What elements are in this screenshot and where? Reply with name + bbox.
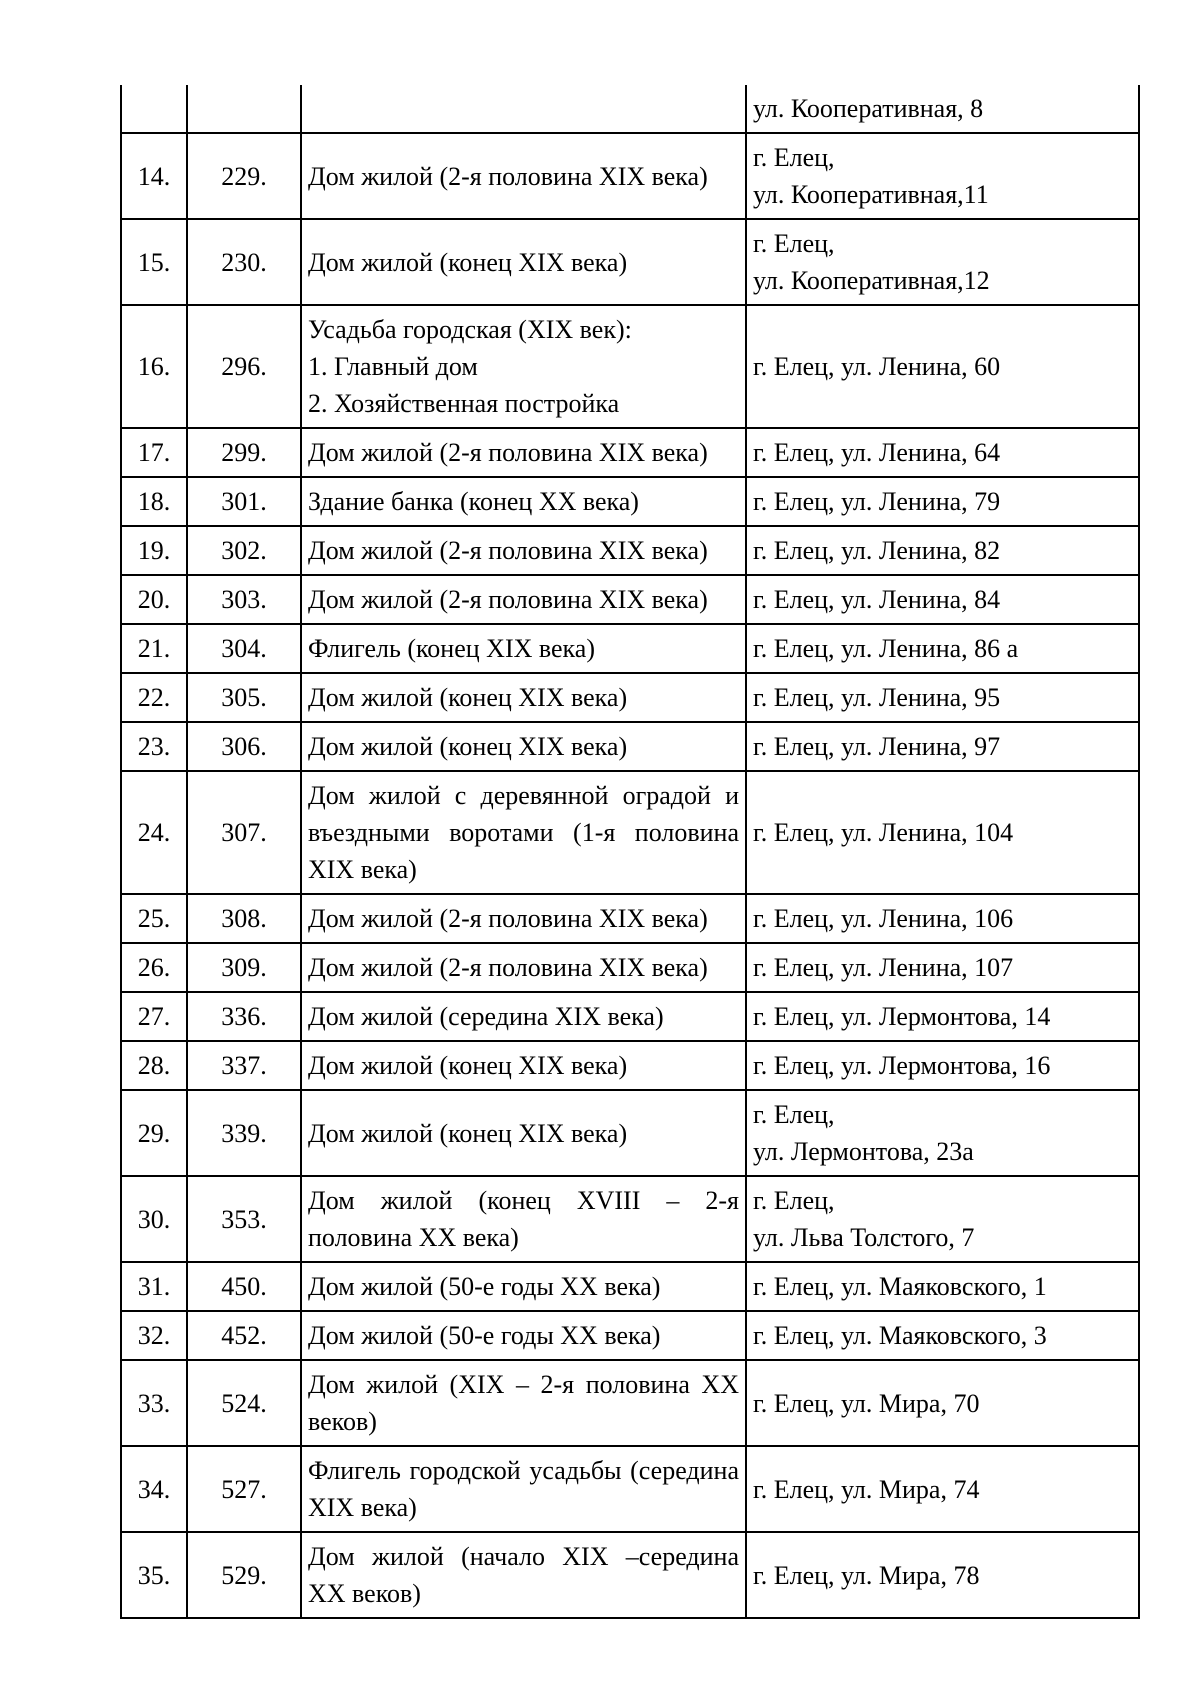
address-cell: [746, 477, 1139, 526]
object-name-cell: [301, 133, 746, 219]
table-row: [121, 1532, 1139, 1618]
object-name-cell: [301, 1311, 746, 1360]
address-line: г. Елец,: [753, 143, 835, 172]
address-line: г. Елец,: [753, 1186, 835, 1215]
address-line: г. Елец, ул. Мира, 74: [753, 1474, 980, 1504]
registry-number-cell: 307.: [187, 771, 301, 894]
address-line: ул. Кооперативная, 8: [753, 94, 984, 123]
address-line: г. Елец, ул. Мира, 78: [753, 1560, 980, 1590]
object-name-line: Дом жилой (конец XIX века): [308, 732, 628, 761]
address-cell: [746, 1360, 1139, 1446]
address-cell: [746, 673, 1139, 722]
object-name-line: 2. Хозяйственная постройка: [308, 389, 620, 418]
address-cell: [746, 526, 1139, 575]
registry-number-cell: [187, 85, 301, 133]
address-line: г. Елец, ул. Лермонтова, 16: [753, 1051, 1051, 1080]
object-name-cell: [301, 771, 746, 894]
object-name-line: Дом жилой (2-я половина XIX века): [308, 585, 708, 614]
registry-number-cell: 524.: [187, 1360, 301, 1446]
registry-number-cell: 529.: [187, 1532, 301, 1618]
table-row: [121, 477, 1139, 526]
address-cell: [746, 575, 1139, 624]
address-line: ул. Кооперативная,12: [753, 266, 990, 295]
address-cell: [746, 624, 1139, 673]
address-line: ул. Лермонтова, 23а: [753, 1137, 974, 1166]
table-row: [121, 1446, 1139, 1532]
table-row: [121, 722, 1139, 771]
address-cell: [746, 1262, 1139, 1311]
row-number-cell: 28.: [121, 1041, 187, 1090]
registry-number-cell: 309.: [187, 943, 301, 992]
registry-number-cell: 302.: [187, 526, 301, 575]
address-line: ул. Льва Толстого, 7: [753, 1223, 975, 1252]
registry-number-cell: 306.: [187, 722, 301, 771]
row-number-cell: 21.: [121, 624, 187, 673]
row-number-cell: [121, 85, 187, 133]
row-number-cell: 23.: [121, 722, 187, 771]
address-line: г. Елец, ул. Ленина, 106: [753, 904, 1014, 933]
object-name-line: Дом жилой (2-я половина XIX века): [308, 904, 708, 933]
address-cell: [746, 133, 1139, 219]
address-cell: [746, 722, 1139, 771]
table-row: [121, 673, 1139, 722]
row-number-cell: 22.: [121, 673, 187, 722]
address-cell: [746, 943, 1139, 992]
registry-number-cell: 303.: [187, 575, 301, 624]
address-line: г. Елец, ул. Ленина, 82: [753, 536, 1001, 565]
object-name-cell: [301, 575, 746, 624]
address-line: г. Елец, ул. Лермонтова, 14: [753, 1002, 1051, 1031]
object-name-line: Дом жилой (50-е годы XX века): [308, 1321, 661, 1350]
address-cell: [746, 1090, 1139, 1176]
table-row: [121, 624, 1139, 673]
address-line: г. Елец, ул. Ленина, 97: [753, 732, 1001, 761]
address-line: г. Елец, ул. Ленина, 86 а: [753, 634, 1019, 663]
address-cell: [746, 1311, 1139, 1360]
table-row: [121, 894, 1139, 943]
address-line: ул. Кооперативная,11: [753, 180, 989, 209]
row-number-cell: 30.: [121, 1176, 187, 1262]
address-line: г. Елец, ул. Ленина, 104: [753, 818, 1014, 847]
address-cell: [746, 305, 1139, 428]
row-number-cell: 25.: [121, 894, 187, 943]
object-name-line: Дом жилой с деревянной оградой и въездными воротами (1-я половина XIX века): [308, 781, 739, 884]
address-line: г. Елец, ул. Ленина, 79: [753, 487, 1001, 516]
object-name-cell: [301, 477, 746, 526]
object-name-cell: [301, 1262, 746, 1311]
registry-number-cell: 299.: [187, 428, 301, 477]
address-cell: [746, 1532, 1139, 1618]
table-row: [121, 771, 1139, 894]
object-name-line: Дом жилой (XIX – 2-я половина XX веков): [308, 1370, 739, 1436]
table-row: [121, 219, 1139, 305]
registry-number-cell: 353.: [187, 1176, 301, 1262]
object-name-cell: [301, 1090, 746, 1176]
object-name-cell: [301, 992, 746, 1041]
registry-number-cell: 308.: [187, 894, 301, 943]
table-row: [121, 992, 1139, 1041]
object-name-cell: [301, 1041, 746, 1090]
row-number-cell: 27.: [121, 992, 187, 1041]
address-cell: [746, 428, 1139, 477]
row-number-cell: 35.: [121, 1532, 187, 1618]
address-cell: [746, 894, 1139, 943]
address-cell: [746, 1041, 1139, 1090]
registry-number-cell: 337.: [187, 1041, 301, 1090]
object-name-cell: [301, 894, 746, 943]
object-name-line: Дом жилой (середина XIX века): [308, 1002, 664, 1031]
row-number-cell: 24.: [121, 771, 187, 894]
object-name-line: Дом жилой (конец XIX века): [308, 683, 628, 712]
object-name-line: Дом жилой (50-е годы XX века): [308, 1272, 661, 1301]
row-number-cell: 33.: [121, 1360, 187, 1446]
object-name-cell: [301, 219, 746, 305]
table-row: [121, 575, 1139, 624]
row-number-cell: 17.: [121, 428, 187, 477]
row-number-cell: 32.: [121, 1311, 187, 1360]
row-number-cell: 14.: [121, 133, 187, 219]
object-name-cell: [301, 1446, 746, 1532]
table-row: [121, 133, 1139, 219]
object-name-cell: [301, 1360, 746, 1446]
address-cell: [746, 85, 1139, 133]
registry-number-cell: 339.: [187, 1090, 301, 1176]
registry-number-cell: 301.: [187, 477, 301, 526]
table-row: [121, 428, 1139, 477]
address-line: г. Елец,: [753, 1100, 835, 1129]
table-row: [121, 85, 1139, 133]
row-number-cell: 15.: [121, 219, 187, 305]
heritage-objects-table: [120, 85, 1140, 1619]
registry-number-cell: 450.: [187, 1262, 301, 1311]
address-line: г. Елец,: [753, 229, 835, 258]
object-name-cell: [301, 722, 746, 771]
address-line: г. Елец, ул. Маяковского, 3: [753, 1321, 1047, 1350]
object-name-cell: [301, 1532, 746, 1618]
object-name-cell: [301, 673, 746, 722]
table-row: [121, 1311, 1139, 1360]
object-name-line: Флигель (конец XIX века): [308, 634, 595, 663]
address-cell: [746, 219, 1139, 305]
row-number-cell: 31.: [121, 1262, 187, 1311]
row-number-cell: 19.: [121, 526, 187, 575]
object-name-line: Дом жилой (конец XIX века): [308, 1051, 628, 1080]
address-line: г. Елец, ул. Ленина, 84: [753, 585, 1001, 614]
address-cell: [746, 771, 1139, 894]
row-number-cell: 20.: [121, 575, 187, 624]
object-name-cell: [301, 428, 746, 477]
row-number-cell: 16.: [121, 305, 187, 428]
row-number-cell: 34.: [121, 1446, 187, 1532]
row-number-cell: 18.: [121, 477, 187, 526]
object-name-line: Здание банка (конец XX века): [308, 487, 639, 516]
address-line: г. Елец, ул. Мира, 70: [753, 1388, 980, 1418]
object-name-line: 1. Главный дом: [308, 352, 478, 381]
object-name-line: Дом жилой (2-я половина XIX века): [308, 536, 708, 565]
table-row: [121, 526, 1139, 575]
row-number-cell: 29.: [121, 1090, 187, 1176]
registry-number-cell: 229.: [187, 133, 301, 219]
object-name-line: Дом жилой (конец XIX века): [308, 247, 628, 277]
table-body: [121, 85, 1139, 1618]
registry-number-cell: 304.: [187, 624, 301, 673]
table-row: [121, 1041, 1139, 1090]
object-name-line: Дом жилой (2-я половина XIX века): [308, 953, 708, 982]
object-name-line: Дом жилой (начало XIX –середина XX веков): [308, 1542, 739, 1608]
object-name-line: Усадьба городская (XIX век):: [308, 315, 632, 344]
registry-number-cell: 305.: [187, 673, 301, 722]
registry-number-cell: 452.: [187, 1311, 301, 1360]
registry-number-cell: 296.: [187, 305, 301, 428]
object-name-line: Дом жилой (2-я половина XIX века): [308, 438, 708, 467]
address-line: г. Елец, ул. Ленина, 64: [753, 438, 1001, 467]
address-line: г. Елец, ул. Маяковского, 1: [753, 1272, 1047, 1301]
object-name-line: Дом жилой (конец XIX века): [308, 1118, 628, 1148]
table-row: [121, 1176, 1139, 1262]
table-row: [121, 1360, 1139, 1446]
address-cell: [746, 1176, 1139, 1262]
object-name-cell: [301, 1176, 746, 1262]
registry-number-cell: 527.: [187, 1446, 301, 1532]
object-name-cell: [301, 624, 746, 673]
registry-number-cell: 230.: [187, 219, 301, 305]
object-name-cell: [301, 943, 746, 992]
object-name-line: Дом жилой (2-я половина XIX века): [308, 161, 708, 191]
address-line: г. Елец, ул. Ленина, 95: [753, 683, 1001, 712]
object-name-cell: [301, 526, 746, 575]
object-name-line: Флигель городской усадьбы (середина XIX века): [308, 1456, 739, 1522]
table-row: [121, 943, 1139, 992]
object-name-cell: [301, 85, 746, 133]
address-line: г. Елец, ул. Ленина, 107: [753, 953, 1014, 982]
table-row: [121, 1262, 1139, 1311]
address-line: г. Елец, ул. Ленина, 60: [753, 352, 1001, 381]
row-number-cell: 26.: [121, 943, 187, 992]
object-name-cell: [301, 305, 746, 428]
registry-number-cell: 336.: [187, 992, 301, 1041]
table-row: [121, 1090, 1139, 1176]
address-cell: [746, 1446, 1139, 1532]
object-name-line: Дом жилой (конец XVIII – 2-я половина XX века): [308, 1186, 739, 1252]
address-cell: [746, 992, 1139, 1041]
table-row: [121, 305, 1139, 428]
